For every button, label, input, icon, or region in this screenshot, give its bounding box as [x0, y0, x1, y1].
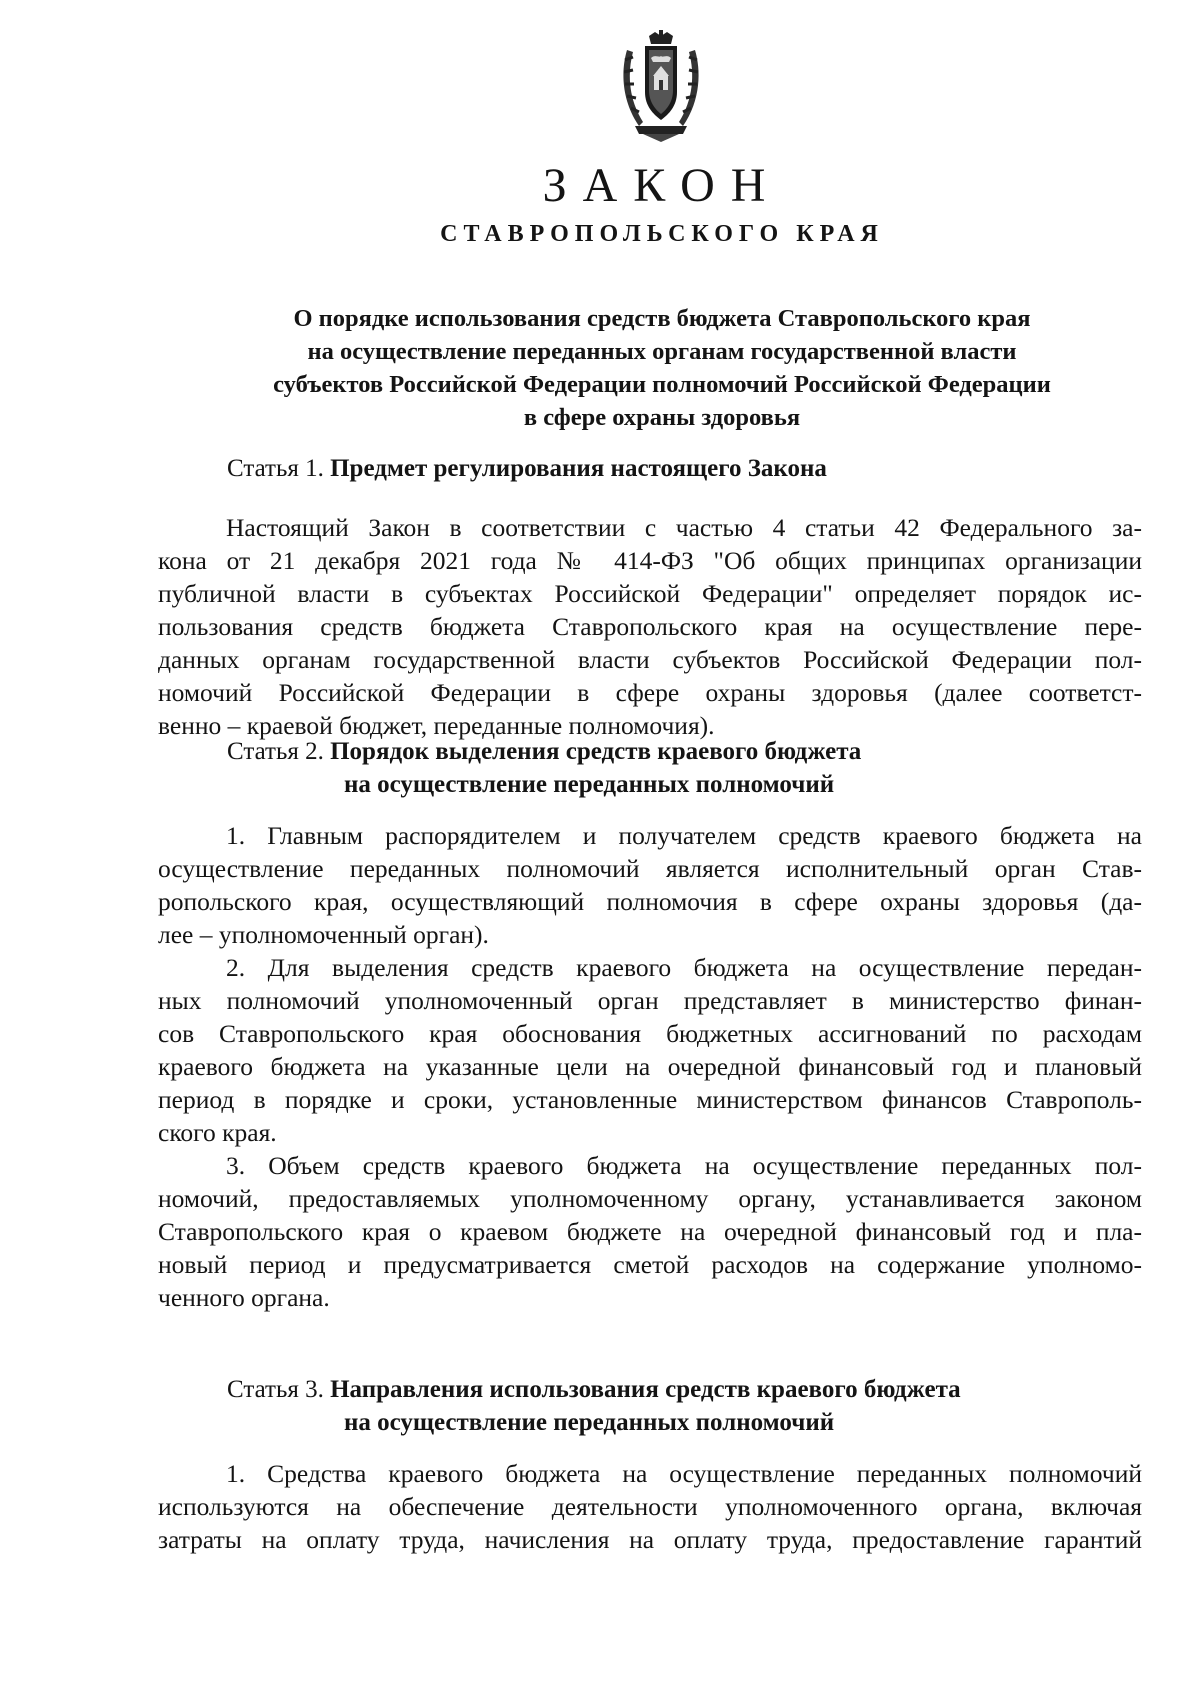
paragraph-line: данных органам государственной власти субъектов Российской Федерации пол-	[158, 645, 1142, 674]
article-3-heading-line1: Направления использования средств краевого бюджета	[330, 1376, 961, 1403]
heading-line: субъектов Российской Федерации полномочий Российской Федерации	[273, 371, 1051, 398]
paragraph-line: ных полномочий уполномоченный орган представляет в министерство финан-	[158, 986, 1142, 1015]
article-3-title	[227, 1373, 961, 1439]
paragraph-line: сов Ставропольского края обоснования бюджетных ассигнований по расходам	[158, 1019, 1142, 1048]
paragraph-line: ского края.	[158, 1118, 277, 1147]
paragraph-line: ченного органа.	[158, 1283, 330, 1312]
paragraph-line: номочий Российской Федерации в сфере охраны здоровья (далее соответст-	[158, 678, 1142, 707]
paragraph-line: 1. Средства краевого бюджета на осуществление переданных полномочий	[226, 1459, 1142, 1488]
region-title: СТАВРОПОЛЬСКОГО КРАЯ	[440, 221, 884, 247]
paragraph-line: используются на обеспечение деятельности уполномоченного органа, включая	[158, 1492, 1142, 1521]
article-2-label: Статья 2.	[227, 738, 324, 765]
heading-line: на осуществление переданных органам государственной власти	[307, 338, 1017, 365]
article-1-paragraph	[158, 511, 1142, 742]
paragraph-line: венно – краевой бюджет, переданные полномочия).	[158, 711, 715, 740]
paragraph-line: краевого бюджета на указанные цели на очередной финансовый год и плановый	[158, 1052, 1142, 1081]
coat-of-arms-emblem	[619, 30, 703, 142]
article-1-heading: Предмет регулирования настоящего Закона	[330, 455, 827, 482]
paragraph-line: номочий, предоставляемых уполномоченному органу, устанавливается законом	[158, 1184, 1142, 1213]
paragraph-line: пользования средств бюджета Ставропольского края на осуществление пере-	[158, 612, 1142, 641]
paragraph-line: период в порядке и сроки, установленные министерством финансов Ставрополь-	[158, 1085, 1142, 1114]
paragraph-line: публичной власти в субъектах Российской Федерации" определяет порядок ис-	[158, 579, 1142, 608]
paragraph-line: 2. Для выделения средств краевого бюджета на осуществление передан-	[226, 953, 1142, 982]
paragraph-line: осуществление переданных полномочий является исполнительный орган Став-	[158, 854, 1142, 883]
article-3-label: Статья 3.	[227, 1376, 324, 1403]
law-title: ЗАКОН	[542, 159, 782, 212]
paragraph-line: затраты на оплату труда, начисления на оплату труда, предоставление гарантий	[158, 1525, 1142, 1554]
article-1-title	[227, 452, 827, 485]
heading-line: О порядке использования средств бюджета Ставропольского края	[293, 305, 1031, 332]
paragraph-line: 1. Главным распорядителем и получателем средств краевого бюджета на	[226, 821, 1142, 850]
article-2-paragraph-1	[158, 819, 1142, 951]
document-heading	[150, 302, 1174, 434]
article-3-heading-line2: на осуществление переданных полномочий	[344, 1409, 835, 1436]
paragraph-line: кона от 21 декабря 2021 года № 414-ФЗ "Об общих принципах организации	[158, 546, 1142, 575]
paragraph-line: 3. Объем средств краевого бюджета на осуществление переданных пол-	[226, 1151, 1142, 1180]
article-2-paragraph-3	[158, 1149, 1142, 1314]
article-1-label: Статья 1.	[227, 455, 324, 482]
paragraph-line: лее – уполномоченный орган).	[158, 920, 489, 949]
paragraph-line: Настоящий Закон в соответствии с частью 4 статьи 42 Федерального за-	[226, 513, 1142, 542]
paragraph-line: Ставропольского края о краевом бюджете на очередной финансовый год и пла-	[158, 1217, 1142, 1246]
article-2-heading-line2: на осуществление переданных полномочий	[344, 771, 835, 798]
paragraph-line: новый период и предусматривается сметой расходов на содержание уполномо-	[158, 1250, 1142, 1279]
article-2-title	[227, 735, 861, 801]
article-3-paragraph-1	[158, 1457, 1142, 1556]
heading-line: в сфере охраны здоровья	[523, 404, 801, 431]
article-2-paragraph-2	[158, 951, 1142, 1149]
paragraph-line: ропольского края, осуществляющий полномочия в сфере охраны здоровья (да-	[158, 887, 1142, 916]
article-2-heading-line1: Порядок выделения средств краевого бюджета	[330, 738, 862, 765]
